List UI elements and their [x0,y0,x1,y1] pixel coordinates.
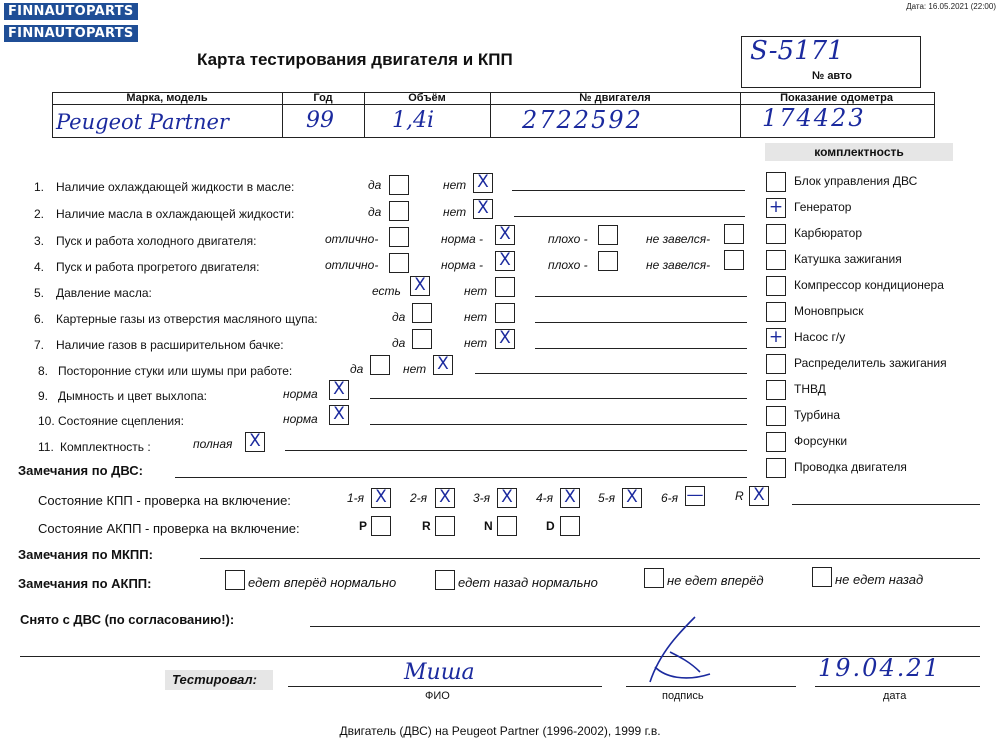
komplekt-label-generator: Генератор [794,200,852,214]
akpp-checkbox-forward-ok[interactable] [225,570,245,590]
q7-line [535,348,747,349]
q1-opt-b: нет [443,178,467,192]
q10-mark-normal: X [333,404,345,424]
kpp-mark-1: X [375,487,387,507]
col-header-year: Год [313,92,333,104]
q3-checkbox-excellent[interactable] [389,227,409,247]
kpp-mark-5: X [626,487,638,507]
komplekt-checkbox-monoinjector[interactable] [766,302,786,322]
komplekt-checkbox-injectors[interactable] [766,432,786,452]
q4-mark-normal: X [499,250,511,270]
komplekt-checkbox-wiring[interactable] [766,458,786,478]
q7-opt-b: нет [464,336,488,350]
akpp-checkbox-back-ok[interactable] [435,570,455,590]
remarks-akpp-label: Замечания по АКПП: [18,576,152,591]
auto-number-value: S-5171 [750,36,844,66]
col-header-model: Марка, модель [126,92,208,104]
q10-num: 10. [38,414,55,428]
komplekt-checkbox-carburetor[interactable] [766,224,786,244]
value-engine-no: 2722592 [522,106,643,134]
komplekt-label-monoinjector: Моновпрыск [794,304,864,318]
akpp-checkbox-back-no[interactable] [812,567,832,587]
q4-opt-normal: норма - [441,258,484,272]
q4-num: 4. [34,260,45,274]
komplekt-checkbox-tnvd[interactable] [766,380,786,400]
remarks-dvs-line[interactable] [175,477,747,478]
value-odometer: 174423 [762,104,866,132]
akpp-checkbox-p[interactable] [371,516,391,536]
q10-line [370,424,747,425]
akpp-opt-back-ok: едет назад нормально [458,575,598,590]
kpp-gear-5: 5-я [598,491,616,505]
komplekt-checkbox-distributor[interactable] [766,354,786,374]
q5-opt-a: есть [372,284,401,298]
q6-checkbox-yes[interactable] [412,303,432,323]
q8-opt-b: нет [403,362,427,376]
q1-mark-no: X [477,172,489,192]
q3-opt-bad: плохо - [548,232,588,246]
komplekt-label-wiring: Проводка двигателя [794,460,907,474]
remarks-mkpp-label: Замечания по МКПП: [18,547,153,562]
q2-opt-b: нет [443,205,467,219]
q3-checkbox-nostart[interactable] [724,224,744,244]
q4-text: Пуск и работа прогретого двигателя: [56,260,260,274]
q8-num: 8. [38,364,49,378]
form-title: Карта тестирования двигателя и КПП [197,50,513,69]
q11-num: 11. [38,440,54,454]
q3-checkbox-bad[interactable] [598,225,618,245]
q5-mark-yes: X [414,275,426,295]
q1-num: 1. [34,180,45,194]
q7-checkbox-yes[interactable] [412,329,432,349]
q11-mark-full: X [249,431,261,451]
kpp-gear-2: 2-я [410,491,428,505]
q9-mark-normal: X [333,379,345,399]
q5-checkbox-no[interactable] [495,277,515,297]
kpp-mark-r: X [753,485,765,505]
q1-text: Наличие охлаждающей жидкости в масле: [56,180,295,194]
komplekt-label-turbo: Турбина [794,408,841,422]
value-year: 99 [306,108,334,133]
q8-mark-no: X [437,354,449,374]
q6-num: 6. [34,312,45,326]
akpp-opt-forward-ok: едет вперёд нормально [248,575,397,590]
kpp-gear-3: 3-я [473,491,491,505]
q9-line [370,398,747,399]
removed-label: Снято с ДВС (по согласованию!): [20,612,235,627]
remarks-mkpp-line[interactable] [200,558,980,559]
fio-line [288,686,602,687]
q9-num: 9. [38,389,49,403]
q6-text: Картерные газы из отверстия масляного щупа: [56,312,318,326]
komplekt-label-carburetor: Карбюратор [794,226,863,240]
q8-checkbox-yes[interactable] [370,355,390,375]
komplekt-label-ignition-coil: Катушка зажигания [794,252,902,266]
kpp-mark-4: X [564,487,576,507]
image-caption: Двигатель (ДВС) на Peugeot Partner (1996-2002), 1999 г.в. [0,712,1000,750]
watermark-logo-2: FINNAUTOPARTS [4,25,138,42]
komplekt-label-ecu: Блок управления ДВС [794,174,918,188]
foot-sign: подпись [662,690,704,702]
akpp-checkbox-d[interactable] [560,516,580,536]
value-volume: 1,4i [392,108,435,133]
foot-date: дата [883,690,907,702]
signature-date: 19.04.21 [818,654,941,682]
kpp-mark-6: — [686,485,704,505]
komplekt-checkbox-ecu[interactable] [766,172,786,192]
kpp-mark-2: X [439,487,451,507]
komplekt-checkbox-turbo[interactable] [766,406,786,426]
q2-text: Наличие масла в охлаждающей жидкости: [56,207,295,221]
komplekt-title: комплектность [814,145,904,159]
remarks-dvs-label: Замечания по ДВС: [18,463,143,478]
auto-number-label: № авто [812,70,853,82]
col-header-odometer: Показание одометра [780,92,893,104]
q10-opt-a: норма [283,412,318,426]
q3-opt-normal: норма - [441,232,484,246]
q4-checkbox-excellent[interactable] [389,253,409,273]
signature-scribble [640,612,720,692]
kpp-label: Состояние КПП - проверка на включение: [38,493,291,508]
q3-text: Пуск и работа холодного двигателя: [56,234,257,248]
q7-text: Наличие газов в расширительном бачке: [56,338,284,352]
kpp-mark-3: X [501,487,513,507]
komplekt-checkbox-ignition-coil[interactable] [766,250,786,270]
q5-text: Давление масла: [56,286,152,300]
q2-num: 2. [34,207,45,221]
komplekt-mark-ps-pump: + [768,327,784,347]
q4-opt-excellent: отлично- [325,258,379,272]
komplekt-label-ps-pump: Насос г/у [794,330,846,344]
col-header-volume: Объём [408,92,446,104]
q7-opt-a: да [392,336,406,350]
akpp-checkbox-forward-no[interactable] [644,568,664,588]
q9-opt-a: норма [283,387,318,401]
komplekt-label-tnvd: ТНВД [794,382,826,396]
kpp-gear-6: 6-я [661,491,679,505]
date-line [815,686,980,687]
kpp-line [792,504,980,505]
q1-opt-a: да [368,178,382,192]
q4-opt-bad: плохо - [548,258,588,272]
akpp-gear-n: N [484,519,493,533]
q5-line [535,296,747,297]
foot-fio: ФИО [425,690,450,702]
q6-opt-b: нет [464,310,488,324]
q4-opt-nostart: не завелся- [646,258,711,272]
komplekt-label-injectors: Форсунки [794,434,848,448]
q2-checkbox-yes[interactable] [389,201,409,221]
q1-line [512,190,745,191]
komplekt-label-ac-compressor: Компрессор кондиционера [794,278,944,292]
akpp-gear-p: P [359,519,368,533]
q3-mark-normal: X [499,224,511,244]
q11-line [285,450,747,451]
kpp-gear-r: R [735,489,744,503]
q7-mark-no: X [499,328,511,348]
q3-opt-nostart: не завелся- [646,232,711,246]
akpp-gear-d: D [546,519,555,533]
q6-line [535,322,747,323]
q11-text: Комплектность : [60,440,151,454]
tested-by-label: Тестировал: [172,672,257,687]
q1-checkbox-yes[interactable] [389,175,409,195]
q8-text: Посторонние стуки или шумы при работе: [58,364,293,378]
q3-num: 3. [34,234,45,248]
q7-num: 7. [34,338,45,352]
signature-name: Миша [404,660,475,685]
komplekt-mark-generator: + [768,197,784,217]
akpp-checkbox-r[interactable] [435,516,455,536]
watermark-logo-1: FINNAUTOPARTS [4,3,138,20]
q4-checkbox-bad[interactable] [598,251,618,271]
q6-opt-a: да [392,310,406,324]
q8-line [475,373,747,374]
komplekt-label-distributor: Распределитель зажигания [794,356,947,370]
date-stamp: Дата: 16.05.2021 (22:00) [906,2,996,11]
value-model: Peugeot Partner [56,110,229,134]
q2-line [514,216,745,217]
sign-line [626,686,796,687]
q5-opt-b: нет [464,284,488,298]
komplekt-checkbox-ac-compressor[interactable] [766,276,786,296]
q10-text: Состояние сцепления: [58,414,184,428]
akpp-checkbox-n[interactable] [497,516,517,536]
q5-num: 5. [34,286,45,300]
akpp-opt-back-no: не едет назад [835,572,924,587]
q11-opt-a: полная [193,437,233,451]
q2-opt-a: да [368,205,382,219]
col-header-engine-no: № двигателя [579,92,651,104]
q4-checkbox-nostart[interactable] [724,250,744,270]
q6-checkbox-no[interactable] [495,303,515,323]
akpp-opt-forward-no: не едет вперёд [667,573,764,588]
akpp-gear-r: R [422,519,431,533]
kpp-gear-4: 4-я [536,491,554,505]
akpp-label: Состояние АКПП - проверка на включение: [38,521,300,536]
q3-opt-excellent: отлично- [325,232,379,246]
q9-text: Дымность и цвет выхлопа: [58,389,207,403]
kpp-gear-1: 1-я [347,491,365,505]
q2-mark-no: X [477,198,489,218]
q8-opt-a: да [350,362,364,376]
